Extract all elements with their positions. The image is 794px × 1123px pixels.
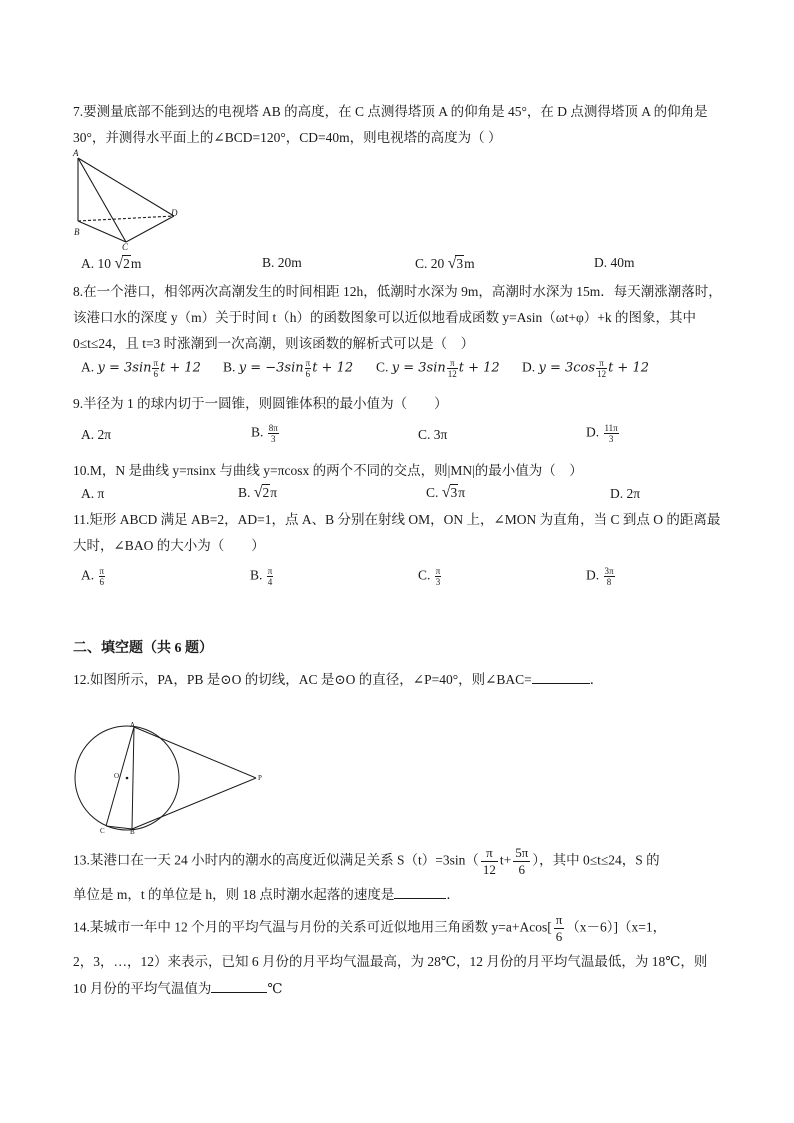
q11-option-b [250,566,274,587]
q9-option-d [586,423,620,444]
q8-option-c [376,358,500,379]
q7-option-a-unit: m [130,256,142,271]
denominator: 6 [99,577,105,587]
radicand: 3 [450,485,458,500]
label-a: A [73,148,79,158]
denominator: 3 [271,434,276,444]
denominator: 4 [267,577,273,587]
denominator: 3 [435,577,441,587]
denominator: 6 [153,369,158,379]
question-14-lead: 14.某城市一年中 12 个月的平均气温与月份的关系可近似地用三角函数 y=a+Acos[ [73,919,552,935]
equation-left: y = 3sin [391,360,446,376]
radicand: 2 [262,485,270,500]
q7-option-d: D. 40m [594,255,635,270]
denominator: 3 [608,434,614,444]
fraction [513,845,530,878]
equation-right: t + 12 [312,360,354,376]
q7-option-b: B. 20m [262,255,302,270]
denominator: 12 [447,369,457,379]
question-9-text: 9.半径为 1 的球内切于一圆锥，则圆锥体积的最小值为（ ） [73,396,448,411]
q12-circle-tangent-diagram [70,722,270,834]
option-label: D. [586,567,603,583]
question-14-tail: （x－6）]（x=1， [566,919,667,935]
option-label: D. [522,359,539,375]
q9-option-a: A. 2π [81,427,112,442]
q7-option-a-radicand: 2 [123,256,130,271]
fraction [99,566,106,587]
q7-option-a [81,255,141,273]
question-12-end: ． [589,672,604,687]
q10-option-a: A. π [81,486,105,501]
pi-symbol: π [458,485,466,500]
label-a: A [130,722,136,729]
numerator: π [305,358,311,368]
denominator: 6 [555,929,563,944]
label-o: O [114,772,120,780]
fraction [604,423,619,444]
answer-blank[interactable] [394,884,446,899]
denominator: 12 [482,862,496,877]
pi-symbol: π [270,485,278,500]
option-label: C. [376,359,392,375]
q11-option-c [418,566,442,587]
equation-left: y = −3sin [238,360,304,376]
option-label: B. [251,424,267,440]
fraction [435,566,442,587]
sqrt-symbol: √ [253,484,263,501]
question-11-text: 11.矩形 ABCD 满足 AB=2，AD=1，点 A、B 分别在射线 OM，ON 上，∠MON 为直角，当 C 到点 O 的距离最大时，∠BAO 的大小为（ ） [73,512,721,553]
numerator: π [267,566,273,576]
question-13-line1 [73,845,660,878]
option-label: B. [238,485,254,500]
denominator: 12 [597,369,607,379]
option-label: D. [586,424,603,440]
q7-option-c [415,255,475,273]
option-label: A. [81,567,98,583]
question-12-text [73,669,603,690]
equation-right: t + 12 [160,360,201,376]
equation-left: y = 3cos [538,360,596,376]
numerator: 5π [515,845,529,860]
numerator: π [447,358,458,369]
fraction [447,358,458,379]
question-14-line2: 2，3，…，12）来表示，已知 6 月份的月平均气温最高，为 28℃，12 月份的月平均气温最低，为 18℃，则 [73,954,708,969]
question-8-text: 8.在一个港口，相邻两次高潮发生的时间相距 12h，低潮时水深为 9m，高潮时水深为 15m．每天潮涨潮落时，该港口水的深度 y（m）关于时间 t（h）的函数图象可以近似地看成函数 y=Asin（ωt+φ）+k 的图象，其中 0≤t≤24，且 t=3 时涨潮到一次高潮，则该函数的解析式可以是（ ） [73,284,722,351]
q7-tower-diagram [70,146,185,251]
sqrt-symbol: √ [441,484,451,501]
equation-left: y = 3sin [97,360,152,376]
fraction [305,358,312,379]
option-label: A. [81,359,98,375]
q7-option-c-unit: m [464,256,475,271]
numerator: 8π [268,423,278,433]
denominator: 6 [305,369,311,379]
q11-option-d [586,566,616,587]
question-13-mid: t+ [499,852,512,868]
numerator: π [481,845,498,862]
numerator: 3π [604,566,614,576]
numerator: π [153,358,159,368]
answer-blank[interactable] [211,978,267,993]
question-13-lead: 13.某港口在一天 24 小时内的潮水的高度近似满足关系 S（t）=3sin（ [73,852,479,868]
fraction [268,423,279,444]
question-7-text: 7.要测量底部不能到达的电视塔 AB 的高度，在 C 点测得塔顶 A 的仰角是 45°，在 D 点测得塔顶 A 的仰角是 30°，并测得水平面上的∠BCD=120°，CD=40m，则电视塔的高度为（ ） [73,104,708,145]
label-c: C [122,242,129,251]
fraction [267,566,274,587]
fraction [481,845,498,878]
answer-blank[interactable] [532,669,590,684]
question-12-body: 12.如图所示，PA，PB 是⊙O 的切线，AC 是⊙O 的直径，∠P=40°，则∠BAC= [73,672,532,687]
question-13-line2 [73,884,460,905]
question-13-end: ． [446,887,460,902]
numerator: 11π [604,423,618,433]
option-label: C. [418,567,434,583]
denominator: 8 [606,577,612,587]
sqrt-symbol: √ [447,255,457,272]
label-b: B [130,828,135,834]
option-label: B. [250,567,266,583]
equation-right: t + 12 [458,360,500,376]
option-label: B. [223,359,239,375]
label-d: D [171,208,178,218]
numerator: π [596,358,607,369]
question-14-unit: ℃ [267,981,283,996]
equation-right: t + 12 [608,360,649,376]
question-13-line2-text: 单位是 m，t 的单位是 h，则 18 点时潮水起落的速度是 [73,887,395,902]
q7-option-a-label: A. 10 [81,256,111,271]
fraction [554,912,565,945]
question-14-line3 [73,978,282,999]
fraction [152,358,159,379]
q9-option-c: C. 3π [418,427,448,442]
fraction [604,566,615,587]
numerator: π [99,566,105,576]
numerator: π [435,566,441,576]
q10-option-b [238,484,277,502]
q7-option-c-radicand: 3 [456,256,464,271]
question-10-text: 10.M，N 是曲线 y=πsinx 与曲线 y=πcosx 的两个不同的交点，则|MN|的最小值为（ ） [73,463,583,478]
question-13-tail: ），其中 0≤t≤24，S 的 [532,852,660,868]
fraction [596,358,607,379]
q8-option-b [223,358,353,379]
q9-option-b [251,423,280,444]
label-c: C [100,827,105,834]
q8-option-a [81,358,201,379]
q7-option-c-label: C. 20 [415,256,445,271]
q10-option-d: D. 2π [610,486,641,501]
denominator: 6 [518,862,526,877]
label-p: P [258,774,262,782]
q10-option-c [426,484,465,502]
numerator: π [555,912,563,927]
q8-option-d [522,358,649,379]
sqrt-symbol: √ [114,255,124,272]
q11-option-a [81,566,106,587]
label-b: B [74,227,80,237]
section-heading: 二、填空题（共 6 题） [73,641,213,656]
question-14-line3-text: 10 月份的平均气温值为 [73,981,212,996]
option-label: C. [426,485,442,500]
question-14-line1 [73,912,666,945]
